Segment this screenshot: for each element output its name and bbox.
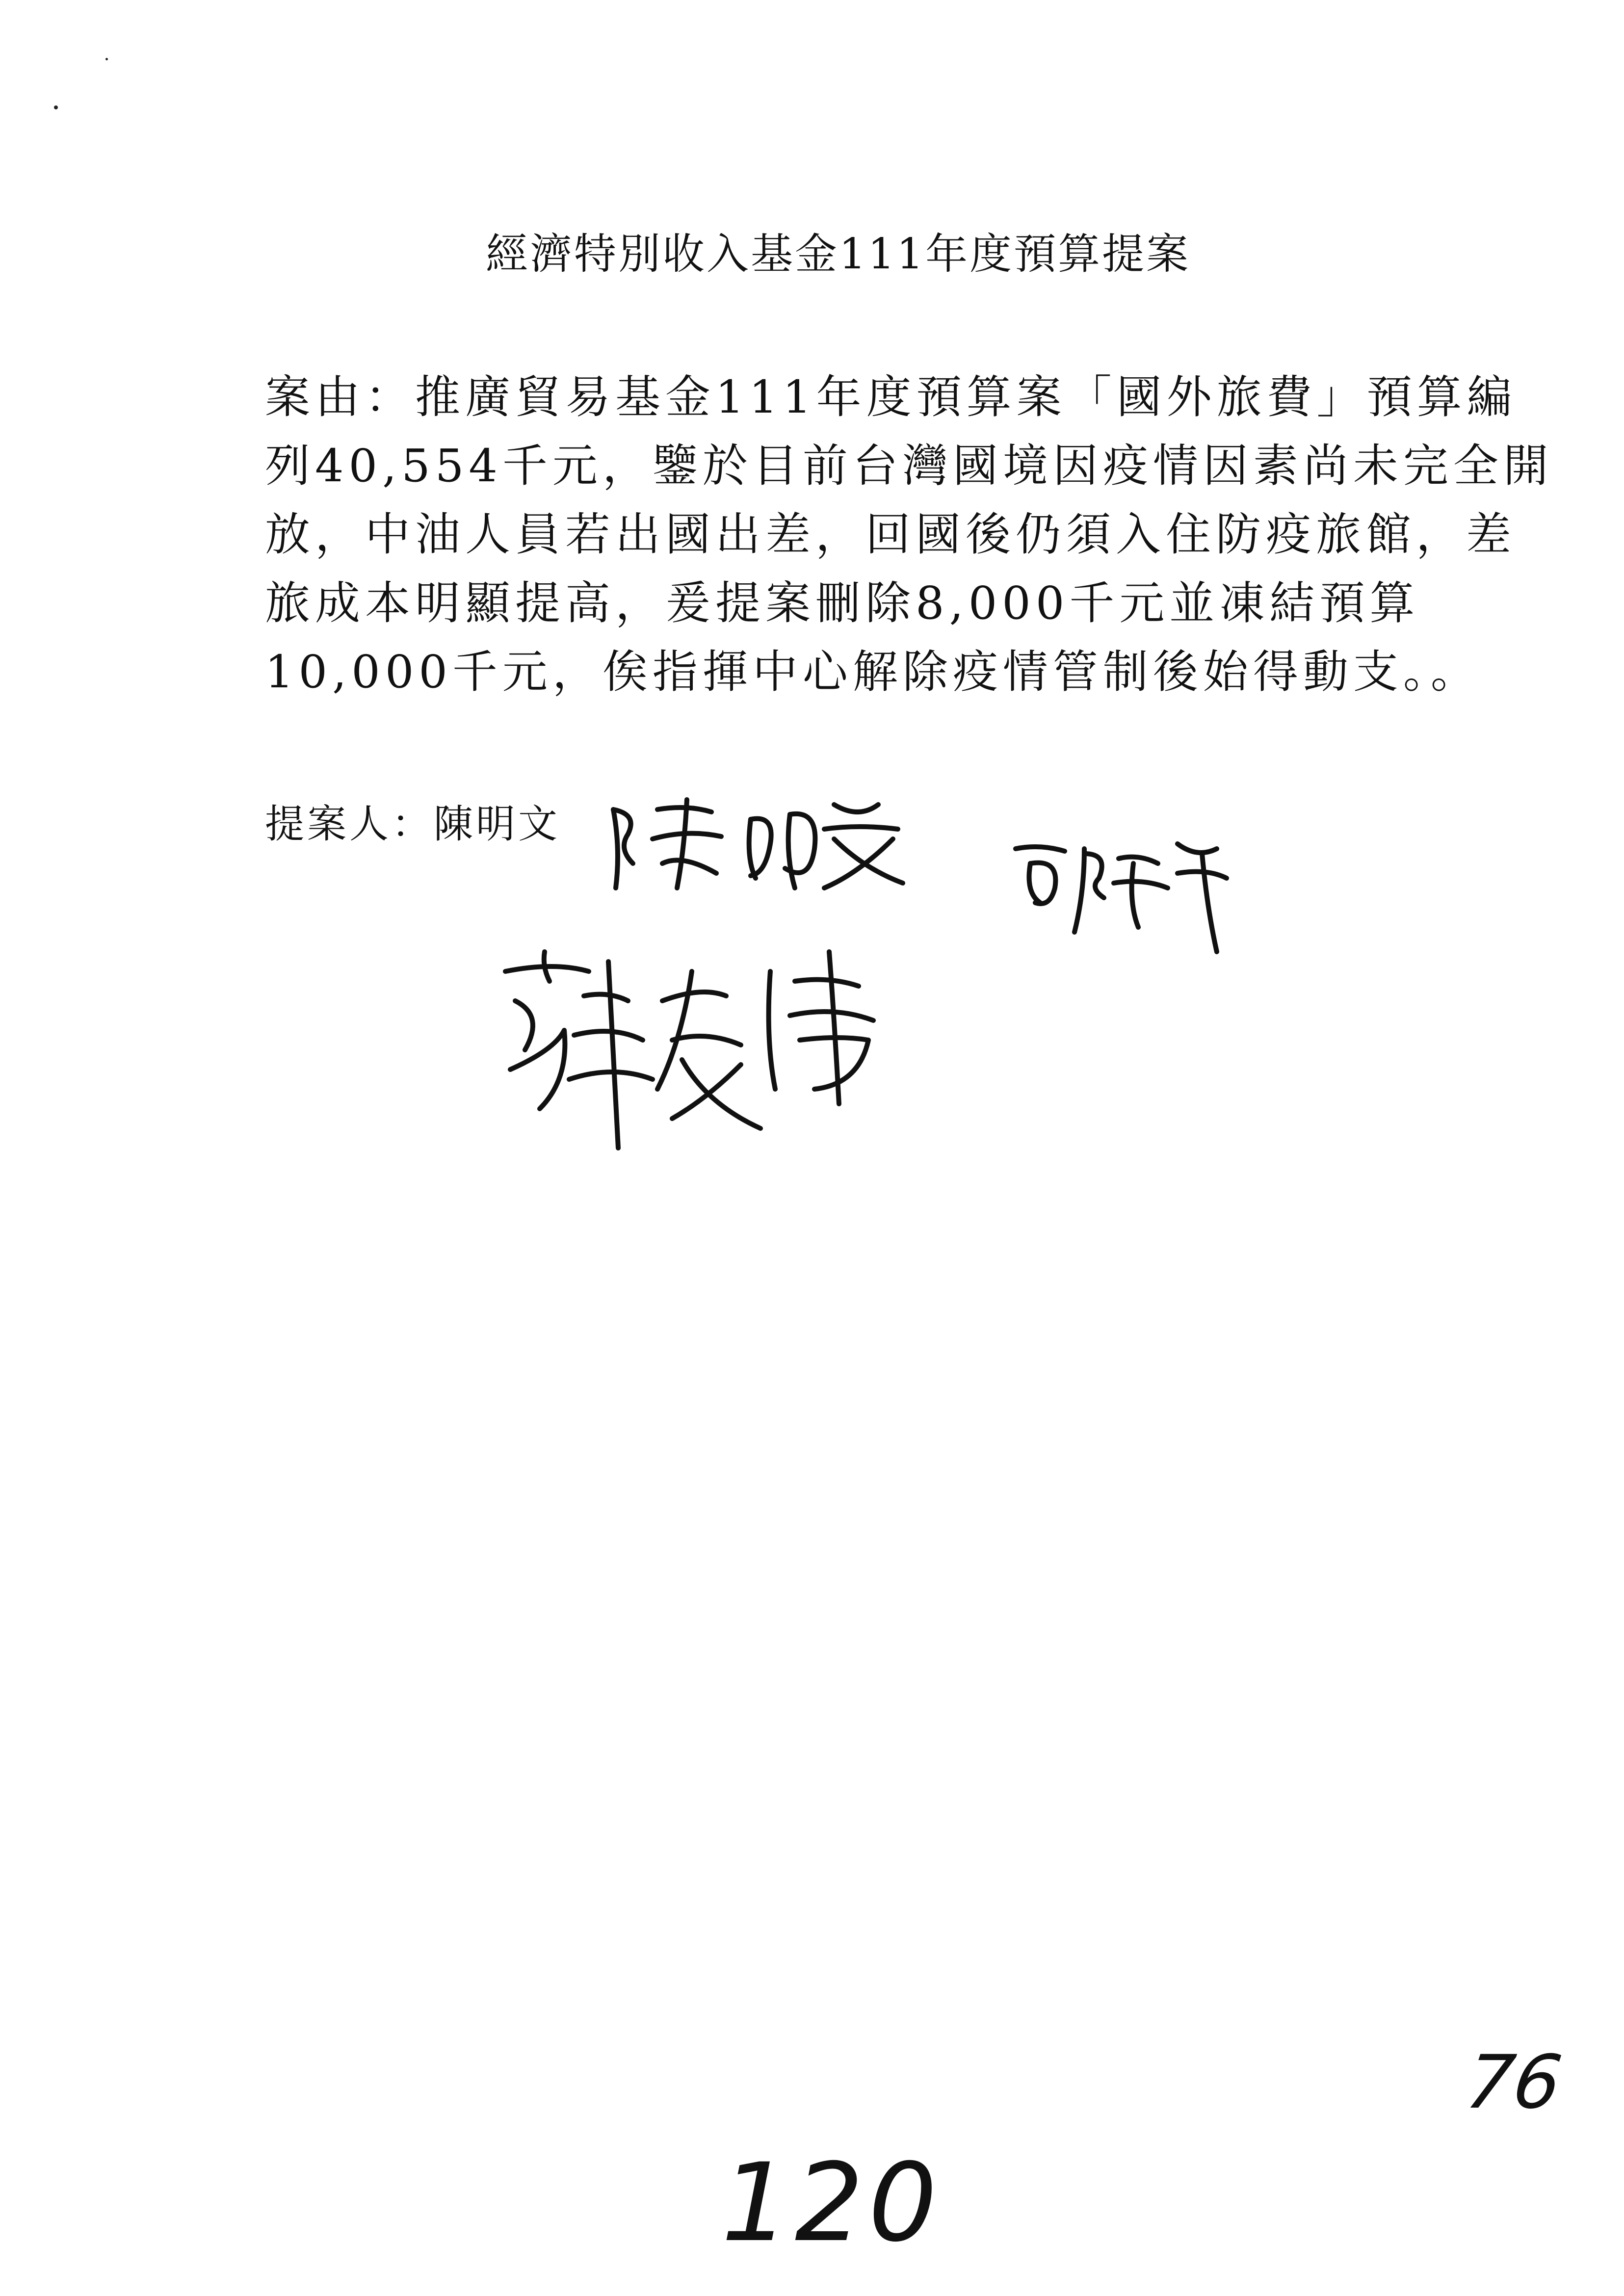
signature-3	[496, 942, 898, 1158]
document-title: 經濟特別收入基金111年度預算提案	[486, 230, 1191, 279]
proposer-label: 提案人：陳明文	[265, 801, 560, 847]
case-line: 案由：推廣貿易基金111年度預算案「國外旅費」預算編	[265, 371, 1517, 423]
scan-speck	[105, 58, 108, 60]
signature-2	[1011, 834, 1236, 957]
corner-number: 76	[1461, 2040, 1567, 2125]
case-reason-paragraph	[265, 363, 1553, 706]
case-line: 10,000千元，俟指揮中心解除疫情管制後始得動支。。	[265, 646, 1481, 698]
signature-1	[603, 790, 917, 898]
case-line: 放，中油人員若出國出差，回國後仍須入住防疫旅館，差	[265, 508, 1517, 561]
scan-speck	[54, 105, 58, 109]
page-number: 120	[721, 2140, 942, 2266]
case-line: 列40,554千元，鑒於目前台灣國境因疫情因素尚未完全開	[265, 440, 1553, 492]
case-line: 旅成本明顯提高，爰提案刪除8,000千元並凍結預算	[265, 577, 1420, 629]
